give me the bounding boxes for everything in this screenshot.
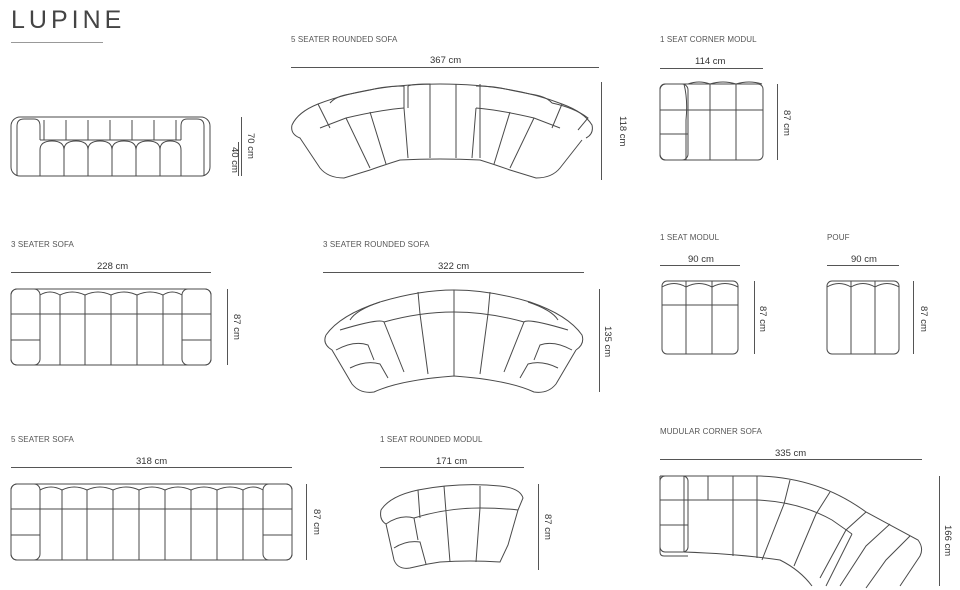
brand-logo: LUPINE <box>11 6 126 34</box>
one-seat-modul-title: 1 SEAT MODUL <box>660 233 720 242</box>
one-seat-corner-depth-label: 87 cm <box>781 110 792 136</box>
pouf-title: POUF <box>827 233 850 242</box>
one-seat-modul-depth-label: 87 cm <box>757 306 768 332</box>
five-seater-rounded-width-label: 367 cm <box>430 55 462 66</box>
front-height-label: 70 cm <box>245 133 256 159</box>
modular-corner-width-label: 335 cm <box>775 448 807 459</box>
three-seater-width-label: 228 cm <box>97 261 129 272</box>
pouf-depth-label: 87 cm <box>918 306 929 332</box>
five-seater-depth-label: 87 cm <box>311 509 322 535</box>
pouf-width-label: 90 cm <box>851 254 877 265</box>
one-seat-rounded-depth-label: 87 cm <box>542 514 553 540</box>
three-seater-rounded-width-label: 322 cm <box>438 261 470 272</box>
one-seat-corner-title: 1 SEAT CORNER MODUL <box>660 35 757 44</box>
one-seat-corner-width-label: 114 cm <box>695 56 726 67</box>
one-seat-modul-width-label: 90 cm <box>688 254 714 265</box>
three-seater-rounded-depth-label: 135 cm <box>602 326 613 358</box>
five-seater-rounded-depth-label: 118 cm <box>617 116 628 147</box>
one-seat-rounded-width-label: 171 cm <box>436 456 468 467</box>
modular-corner-depth-label: 166 cm <box>942 525 953 557</box>
five-seater-rounded-title: 5 SEATER ROUNDED SOFA <box>291 35 398 44</box>
modular-corner-title: MUDULAR CORNER SOFA <box>660 427 762 436</box>
one-seat-rounded-title: 1 SEAT ROUNDED MODUL <box>380 435 483 444</box>
five-seater-title: 5 SEATER SOFA <box>11 435 74 444</box>
three-seater-rounded-title: 3 SEATER ROUNDED SOFA <box>323 240 430 249</box>
five-seater-width-label: 318 cm <box>136 456 168 467</box>
three-seater-depth-label: 87 cm <box>231 314 242 340</box>
three-seater-title: 3 SEATER SOFA <box>11 240 74 249</box>
front-seat-height-label: 40 cm <box>229 147 240 173</box>
